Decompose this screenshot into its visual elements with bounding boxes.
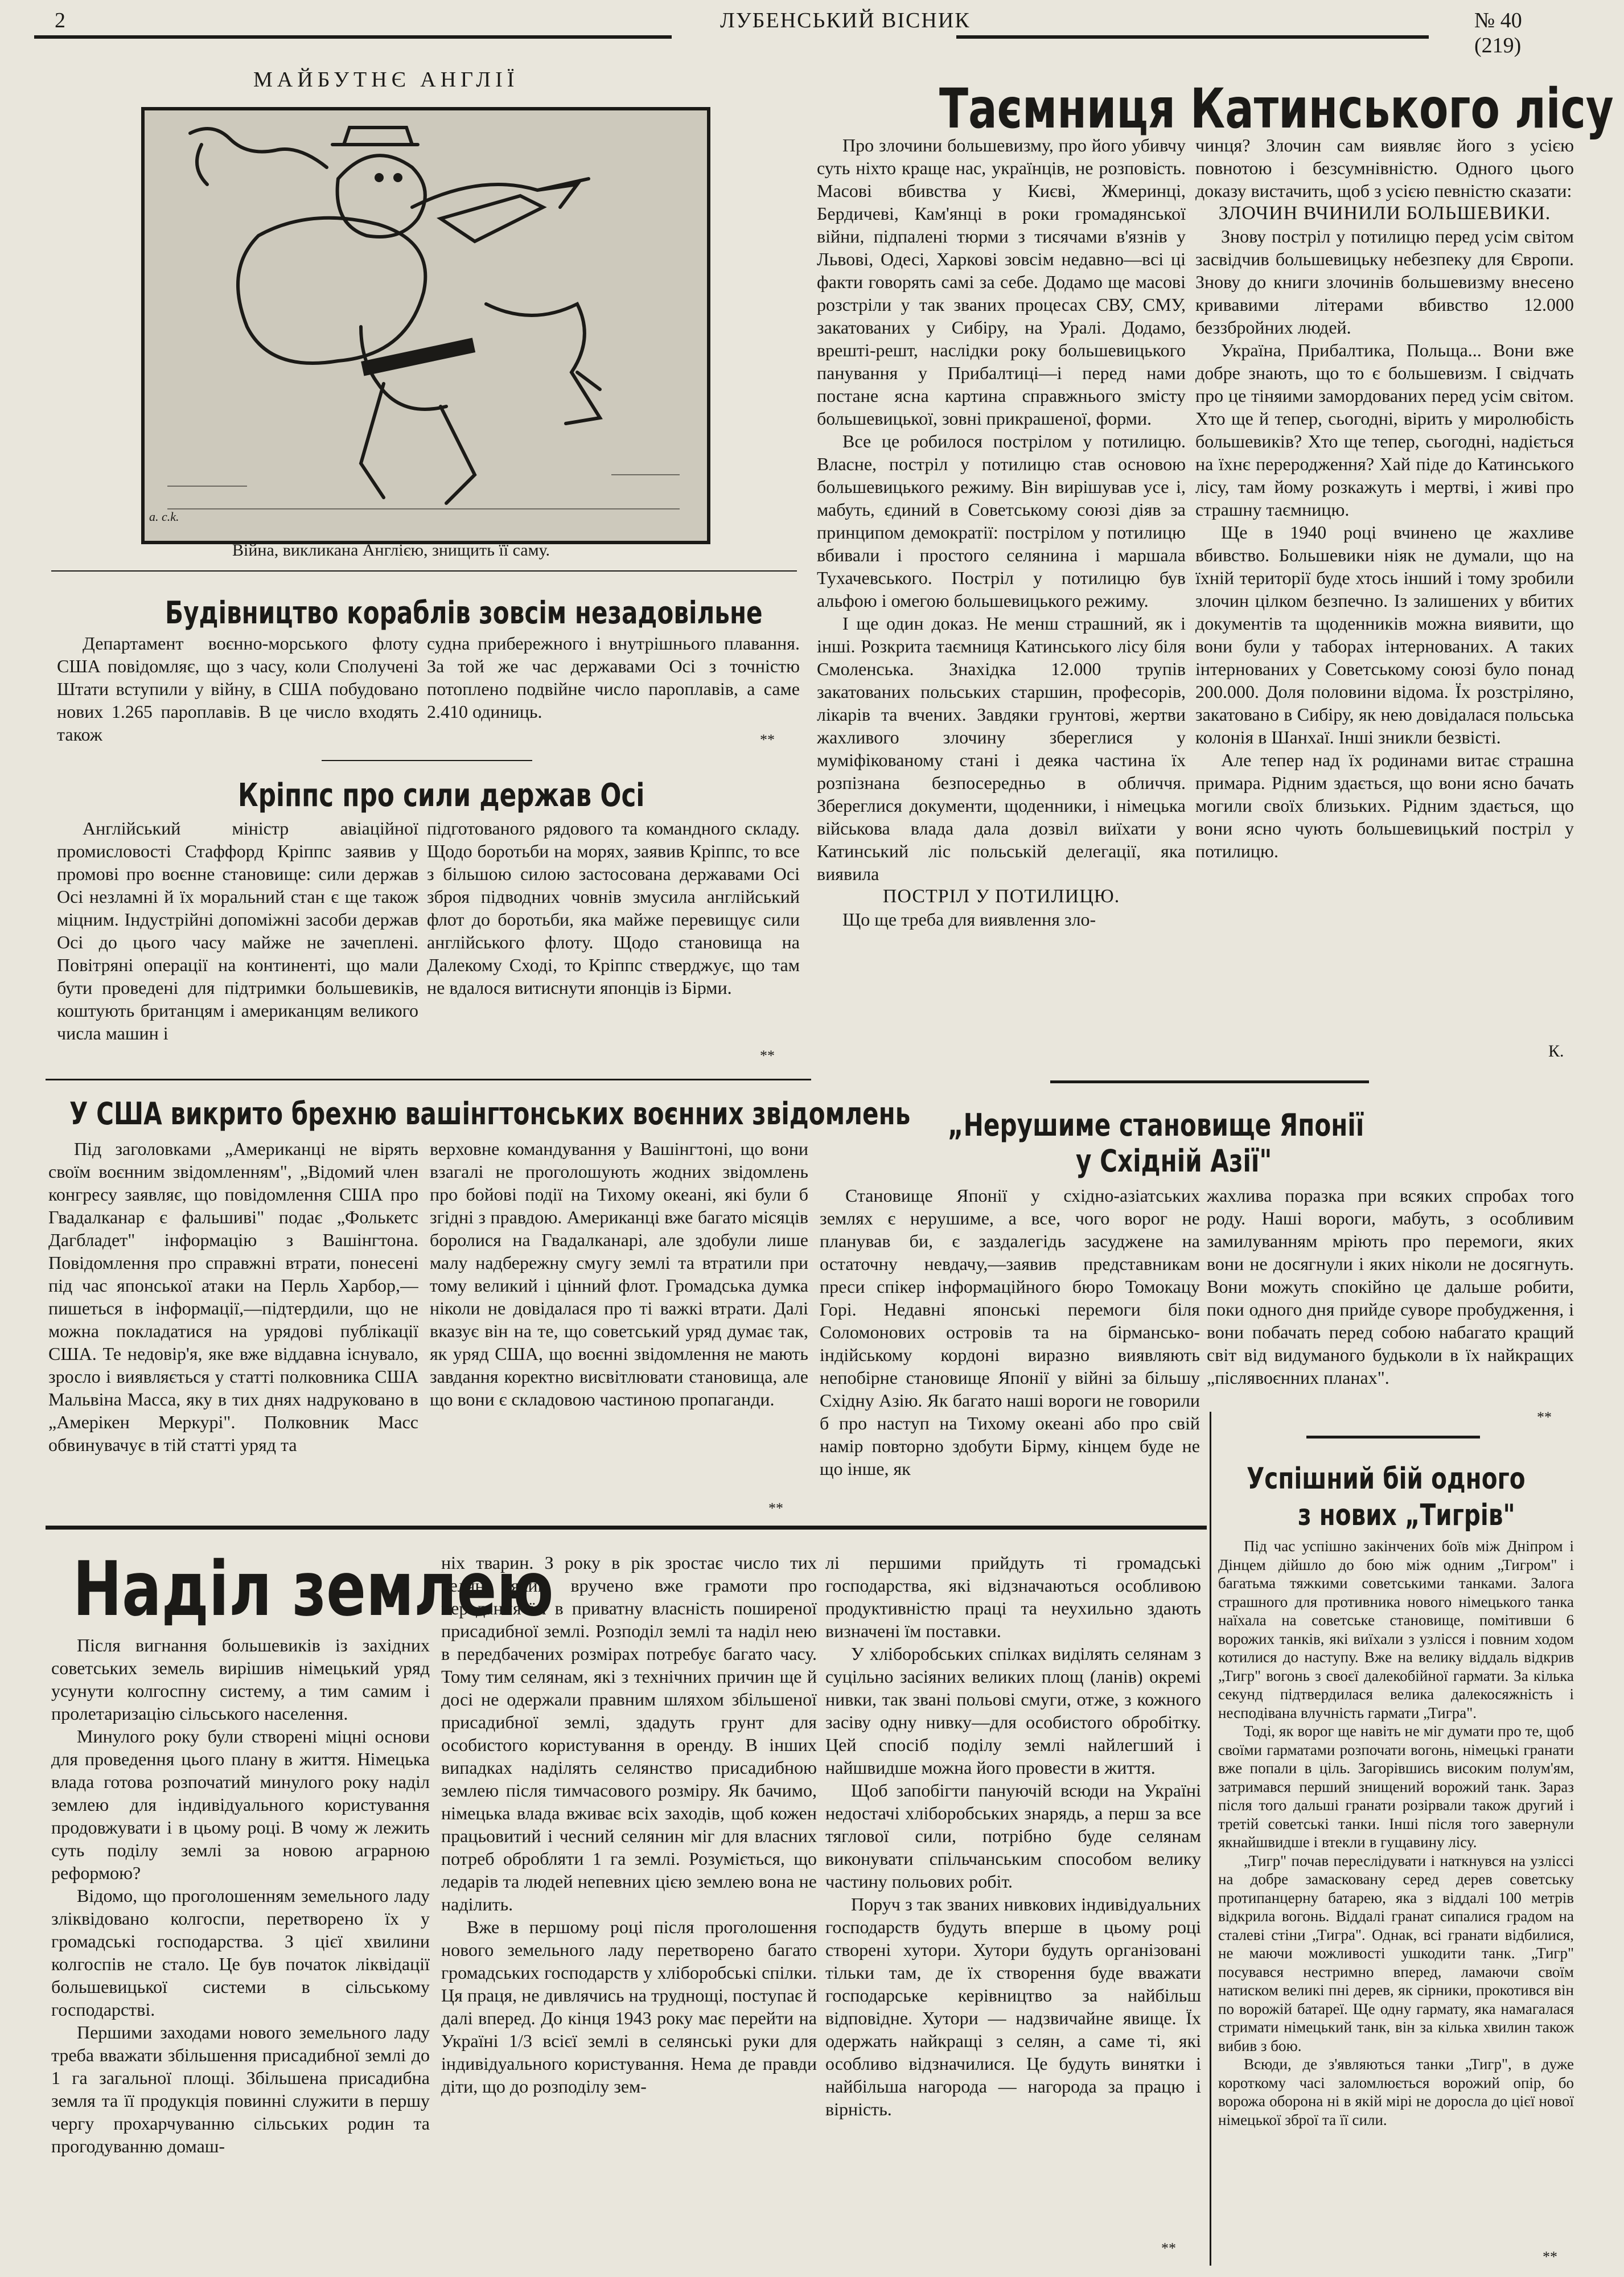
tiger-para-2: Тоді, як ворог ще навіть не міг думати про те, щоб своїми гарматами розпочати вогонь, німецькі гранати вже попали в ціль. Загорівшись високим полум'ям, затримався перший знищений ворожий танк. Зараз після того дальші гранати розірвали також другий і третій советські танки. Інші після того завернули якнайшвидше і втекли в гущавину лісу. [1218,1723,1574,1851]
land-headline: Наділ землею [73,1546,554,1633]
katyn-signature: К. [1548,1042,1564,1061]
land-col3-para-4: Поруч з так званих нивкових індивідуальних господарств будуть вперше в цьому році створені хутори. Хутори будуть організовані тільки там, де їх створення буде вважати господарське керівництво за найбільш відповідне. Хутори — надзвичайне явище. Їх одержать найкращі з селян, а саме ті, які особливо відзначилися. Це будуть винятки і найбільша нагорода — нагорода за працю і вірність. [825,1894,1201,2119]
rule-under-cartoon [51,570,797,572]
usa-column-1 [48,1137,418,1518]
land-col1-para-3: Відомо, що проголошенням земельного ладу зліквідовано колгоспи, перетворено їх у громадські господарства. З цієї хвилини колгоспів не стало. Це був початок ліквідації большевицької системи в сільському господарстві. [51,1885,430,2020]
katyn-col2-lead: чинця? Злочин сам виявляє його з усією повнотою і безсумнівністю. Одного цього доказу вистачить, щоб з усією певністю сказати: [1195,135,1574,201]
cartoon-caption: Війна, викликана Англією, знищить її саму. [232,541,550,560]
tiger-para-1: Під час успішно закінчених боїв між Дніпром і Дінцем дійшло до бою між одним „Тигром" і багатьма тяжкими советськими танками. Залога страшного для противника нового німецького танка наїхала на советське становище, помітивши 6 ворожих танків, які виїхали з узлісся і повним ходом котилися до наступу. Вже на велику віддаль відкрив „Тигр" вогонь з своєї далекобійної гармати. За кілька секунд підтвердилася велика далекосяжність і несподівана влучність гармати „Тигра". [1218,1538,1574,1721]
cartoon-title: МАЙБУТНЄ АНГЛІЇ [253,68,519,92]
issue-number: № 40 (219) [1474,9,1522,57]
japan-headline-line-1: „Нерушиме становище Японії [948,1107,1364,1143]
japan-column-1 [820,1184,1200,1520]
cripps-column-2 [427,817,800,1067]
ships-column-2 [427,632,800,746]
japan-end-marks: ** [1537,1409,1552,1425]
cripps-column-1 [57,817,418,1067]
katyn-column-2 [1195,134,1574,1062]
header-rule-right [956,35,1429,39]
cripps-para-1: Англійський міністр авіаційної промисловості Стаффорд Кріппс заявив у промові про воєнне становище: сили держав Осі незламні й їх моральний стан є ще також міцним. Індустрійні допоміжні засоби держав Осі до цього часу майже не зачеплені. Повітряні операції на континенті, що мали бути проведені для підтримки большевиків, коштують британцям і американцям великого числа машин і [57,818,418,1043]
header-rule-left [34,35,672,39]
usa-column-2 [430,1137,808,1518]
katyn-column-1 [817,134,1186,1062]
katyn-col2-para-1: Знову постріл у потилицю перед усім світом засвідчив большевицьку небезпеку для Європи. Знову до книги злочинів большевизму внесено кривавими літерами вбивство 12.000 беззбройних людей. [1195,226,1574,338]
ships-headline: Будівництво кораблів зовсім незадовільне [165,595,763,631]
cartoon-illustration [141,107,710,544]
land-col1-para-4: Першими заходами нового земельного ладу треба вважати збільшення присадибної землі до 1 га загальної площі. Збільшена присадибна земля та її продукція повинні служити в першу чергу прохарчуванню сільських родин та прогодуванню домаш- [51,2022,430,2156]
katyn-headline: Таємниця Катинського лісу [939,77,1614,141]
japan-para-2: жахлива поразка при всяких спробах того роду. Наші вороги, мабуть, з особливим замилуванням мріють про перемоги, яких вони не досягнули і яких ніколи не досягнуть. Вони можуть спокійно це дальше робити, поки одного дня прийде суворе пробудження, і вони побачать перед собою набагато кращий світ від видуманого будьколи в їх найкращих „післявоєнних планах". [1207,1185,1574,1388]
land-col3-para-2: У хліборобських спілках виділять селянам з суцільно засіяних великих площ (ланів) окремі нивки, так звані польові смуги, отже, з кожного засіву одну нивку—для особистого обробітку. Цей спосіб поділу землі найлегший і найшвидше можна його провести в життя. [825,1643,1201,1778]
tiger-end-marks: ** [1543,2249,1557,2265]
tiger-para-3: „Тигр" почав переслідувати і наткнувся на узліссі на добре замасковану серед дерев советську протипанцерну батарею, яка з віддалі 100 метрів відкрила вогонь. Віддалі гранат сипалися градом на сталеві стіни „Тигра". Однак, всі гранати відбилися, не маючи можливості ушкодити танк. „Тигр" посувався нестримно вперед, ламаючи своїм натиском великі пні дерев, як сірники, прокотився він по ворожій батареї. Ще одну гармату, яка намагалася стримати німецький танк, він за кілька хвилин також вибив з бою. [1218,1852,1574,2054]
land-column-3 [825,1551,1201,2266]
katyn-col2-para-4: Але тепер над їх родинами витає страшна примара. Рідним здається, що вони ясно бачать могили своїх близьких. Рідним здається, що вони ясно чують большевицький постріл у потилицю. [1195,750,1574,861]
john-bull-crocodile-drawing [145,110,707,541]
katyn-col2-para-3: Ще в 1940 році вчинено це жахливе вбивство. Большевики ніяк не думали, що на їхній території буде хтось інший і тому зробили злочин цілком безпечно. Із залишених у вбитих документів та щоденників можна виявити, що вони були у таборах інтернованих. А таких інтернованих у Советському союзі було понад 200.000. Доля половини відома. Їх розстріляно, закатовано в Сибіру, як нею довідалася польська колонія в Шанхаї. Інші зникли безвісті. [1195,522,1574,747]
japan-headline-line-2: у Східній Азії" [1076,1143,1272,1179]
tiger-headline-line-1: Успішний бій одного [1247,1462,1526,1496]
ships-end-marks: ** [760,731,775,748]
rule-above-land [46,1526,1207,1530]
katyn-para-1: Про злочини большевизму, про його убивчу суть ніхто краще нас, українців, не розповість. Масові вбивства у Києві, Жмеринці, Бердичеві, Кам'янці в роки громадянської війни, підпалені тюрми з тисячами в'язнів у Львові, Одесі, Харкові зовсім недавно—всі ці факти говорять самі за себе. Додамо ще масові розстріли у так званих процесах СВУ, СМУ, закатованих у Сибіру, на Уралі. Додамо, врешті-решт, наслідки року большевицького панування у Прибалтиці—і перед нами постане ясна картина справжнього змісту большевицької, зовні прикрашеної, форми. [817,135,1186,429]
katyn-subhead-1: ПОСТРІЛ У ПОТИЛИЦЮ. [882,886,1120,907]
usa-para-2: верховне командування у Вашінгтоні, що вони взагалі не проголошують жодних звідомлень про бойові події на Тихому океані, які були б згідні з правдою. Американці вже багато місяців боролися на Гвадалканарі, але здобули лише малу надбережну смугу землі та втратили при тому великий і цінний флот. Громадська думка ніколи не довідалася про ті важкі втрати. Далі вказує він на те, що советський уряд думає так, як уряд США, що воєнні звідомлення не мають завдання коректно висвітлювати становища, але що вони є складовою частиною пропаганди. [430,1138,808,1409]
rule-under-katyn [1050,1080,1369,1083]
usa-end-marks: ** [768,1500,783,1516]
rule-under-cripps [46,1079,811,1080]
cripps-end-marks: ** [760,1047,775,1064]
land-column-1 [51,1634,430,2266]
land-col2-para-2: Вже в першому році після проголошення нового земельного ладу перетворено багато громадських господарств у хліборобські спілки. Ця праця, не дивлячись на труднощі, поступає й далі вперед. До кінця 1943 року має перейти на Україні 1/3 всієї землі в селянські руки для індивідуального користування. Нема де правди діти, що до розподілу зем- [441,1917,817,2097]
land-col1-para-2: Минулого року були створені міцні основи для проведення цього плану в життя. Німецька влада готова розпочатий минулого року наділ землею для індивідуального користування продовжувати і в цьому році. В чому ж лежить суть поділу землі за новою аграрною реформою? [51,1726,430,1883]
usa-para-1: Під заголовками „Американці не вірять своїм воєнним звідомленням", „Відомий член конгресу заявляє, що повідомлення США про Гвадалканар є фальшиві" подає „Фолькетс Дагбладет" інформацію з Вашінгтона. Повідомлення про справжні втрати, понесені під час японської атаки на Перль Харбор,—пишеться в інформації,—підтердили, що не можна покладатися на урядові публікації США. Те недовір'я, яке вже віддавна існувало, зросло і виявляється у статті полковника США Мальвіна Масса, яку в тих днях надруковано в „Амерікен Меркурі". Полковник Масс обвинувачує в тій статті уряд та [48,1138,418,1455]
ships-para-2: судна прибережного і внутрішнього плавання. За той же час державами Осі з точністю потоплено подвійне число пароплавів, а саме 2.410 одиниць. [427,633,800,722]
tiger-column [1218,1537,1574,2260]
katyn-subhead-2: ЗЛОЧИН ВЧИНИЛИ БОЛЬШЕВИКИ. [1218,203,1551,224]
katyn-col2-para-2: Україна, Прибалтика, Польща... Вони вже добре знають, що то є большевизм. І свідчать про це тіняими замордованих перед усім світом. Хто ще й тепер, сьогодні, вірить у миролюбість большевиків? Хто ще тепер, сьогодні, надіється на їхнє переродження? Хай піде до Катинського лісу, там йому розкажуть і мертві, і живі про страшну таємницю. [1195,340,1574,520]
ships-column-1 [57,632,418,746]
land-column-2 [441,1551,817,2266]
tiger-column-divider [1210,1412,1211,2266]
cripps-headline: Кріппс про сили держав Осі [238,777,645,814]
japan-para-1: Становище Японії у східно-азіатських землях є нерушиме, а все, чого ворог не планував би, є заздалегідь засуджене на остаточну невдачу,—заявив представникам преси спікер інформаційного бюро Томокацу Горі. Недавні японські перемоги біля Соломонових островів та на бірмансько-індійському кордоні виразно виявляють непобірне становище Японії у війні за більшу Східну Азію. Як багато наші вороги не говорили б про наступ на Тихому океані або про свій намір повторно здобути Бірму, кінцем буде не що інше, як [820,1185,1200,1479]
land-col3-para-3: Щоб запобігти пануючій всюди на Україні недостачі хліборобських знарядь, а перш за все тяглової сили, потрібно буде селянам виконувати спільчанським способом велику частину польових робіт. [825,1780,1201,1892]
page-number: 2 [55,9,65,32]
tiger-para-4: Всюди, де з'являються танки „Тигр", в дуже короткому часі заломлюється ворожий опір, бо ворожа оборона ні в якій мірі не доросла до цієї нової німецької зброї та її сили. [1218,2056,1574,2128]
ships-para-1: Департамент воєнно-морського флоту США повідомляє, що з часу, коли Сполучені Штати вступили у війну, в США побудовано нових 1.265 пароплавів. В це число входять також [57,633,418,745]
paper-title: ЛУБЕНСЬКИЙ ВІСНИК [720,9,971,32]
katyn-column-1-end: Що ще треба для виявлення зло- [842,909,1096,930]
tiger-headline-line-2: з нових „Тигрів" [1298,1498,1515,1532]
land-col3-para-1: лі першими прийдуть ті громадські господарства, які відзначаються особливою продуктивністю праці та неухильно здають визначені їм поставки. [825,1552,1201,1641]
katyn-para-3: І ще один доказ. Не менш страшний, як і інші. Розкрита таємниця Катинського лісу біля Смоленська. Знахідка 12.000 трупів закатованих польських старшин, професорів, лікарів та вчених. Завдяки грунтові, жертви жахливого злочину збереглися у муміфікованому стані і деяка частина їх розпізнана безпосередньо в обличчя. Збереглися документи, щоденники, і німецька військова влада дала дозвіл виїхати у Катинський ліс польській делегації, яка виявила [817,613,1186,884]
cripps-para-2: підготованого рядового та командного складу. Щодо боротьби на морях, заявив Кріппс, то все з більшою силою застосована державами Осі зброя підводних човнів змусила англійський флот до боротьби, яка майже перевищує сили англійського флоту. Щодо становища на Далекому Сході, то Кріппс стверджує, що там не вдалося витиснути японців із Бірми. [427,818,800,998]
japan-column-2 [1207,1184,1574,1491]
usa-headline: У США викрито брехню вашінгтонських воєнних звідомлень [69,1096,911,1132]
rule-under-ships [322,760,532,761]
rule-under-japan [1306,1436,1480,1438]
land-end-marks: ** [1161,2240,1176,2257]
land-col2-para-1: ніх тварин. З року в рік зростає число тих селян, яким вручено вже грамоти про передання їм в приватну власність поширеної присадибної землі. Розподіл землі та наділ нею в передбачених розмірах потребує багато часу. Тому тим селянам, які з технічних причин ще й досі не одержали правним шляхом збільшеної присадибної землі, здадуть грунт для особистого користування в оренду. В інших випадках наділять селянство присадибною землею після тимчасового розміру. Як бачимо, німецька влада вживає всіх заходів, щоб кожен працьовитий і чесний селянин міг для власних потреб обробляти 1 га землі. Розуміється, що ледарів та людей непевних цією землею вона не наділить. [441,1552,817,1914]
land-col1-para-1: Після вигнання большевиків із західних советських земель вирішив німецький уряд усунути колгоспну систему, а тим самим і пролетаризацію сільського населення. [51,1635,430,1724]
katyn-para-2: Все це робилося пострілом у потилицю. Власне, постріл у потилицю став основою большевицького режиму. Він вирішував усе і, мабуть, єдиний в Советському союзі діяв за принципом демократії: пострілом у потилицю вбивали і простого селянина і маршала Тухачевського. Постріл у потилицю був альфою і омегою большевицького режиму. [817,431,1186,611]
cartoon-signature: a. c.k. [149,509,179,524]
